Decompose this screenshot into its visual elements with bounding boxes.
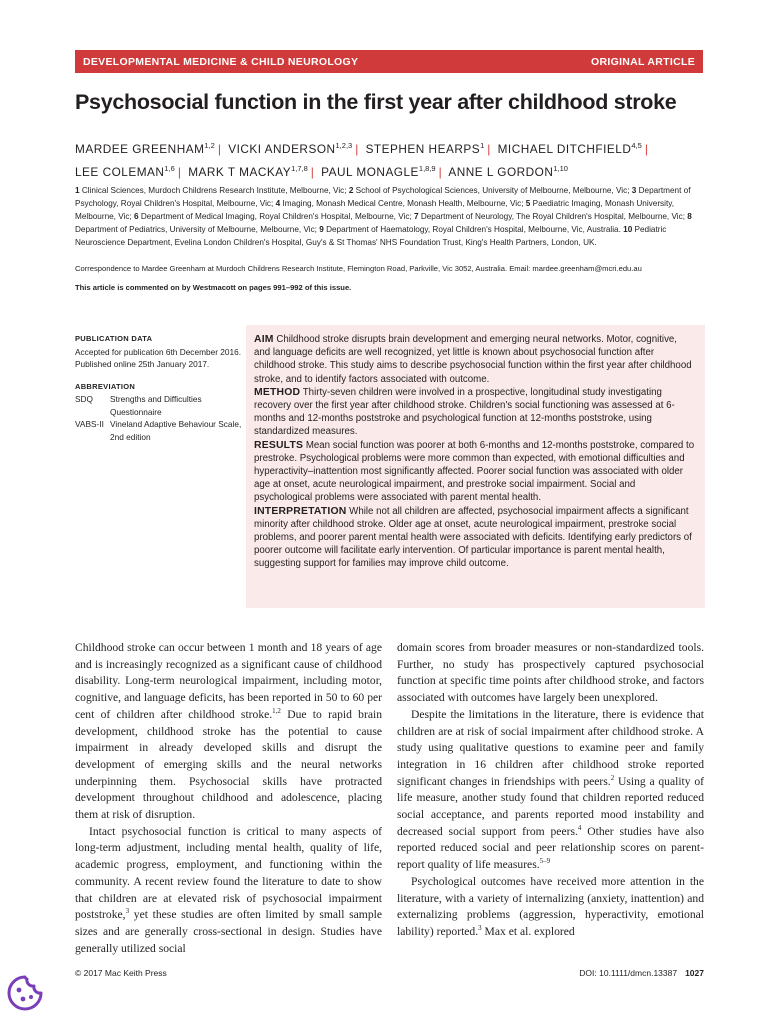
commentary-note: This article is commented on by Westmacott on pages 991–992 of this issue.	[75, 283, 352, 292]
author: LEE COLEMAN$^{1,6}$	[75, 163, 175, 179]
paragraph: Despite the limitations in the literature, there is evidence that children are at risk of social impairment after childhood stroke. A study using qualitative questions to examine peer and family integration in 16 children after childhood stroke reported significant changes in friendships with peers.$^2$ Using a quality of life measure, another study found that children reported reduced social acceptance, and parents reported mood instability and decreased social support from peers.$^4$ Other studies have also reported reduced social and peer relationship scores on parent-report quality of life measures.$^{5-9}$	[397, 707, 704, 872]
published-date: Published online 25th January 2017.	[75, 359, 210, 369]
abbreviation-row: VABS-II Vineland Adaptive Behaviour Scale, 2nd edition	[75, 419, 242, 442]
paragraph: Childhood stroke can occur between 1 month and 18 years of age and is increasingly recognized as a significant cause of childhood disability. Long-term neurological impairment, including motor, cognitive, and language deficits, has been reported in 50 to 60 per cent of children after childhood stroke.$^{1,2}$ Due to rapid brain development, childhood stroke has the potential to cause impairment in already developed skills and disrupt the development of emerging skills and the neural networks underpinning them. Psychosocial skills have protracted development throughout childhood and adolescence, placing them at risk of disruption.	[75, 641, 382, 822]
correspondence: Correspondence to Mardee Greenham at Murdoch Childrens Research Institute, Flemington Road, Parkville, Vic 3052, Australia. Email: mardee.greenham@mcri.edu.au	[75, 264, 642, 273]
method-text: Thirty-seven children were involved in a prospective, longitudinal study investigating recovery over the first year after childhood stroke. Children's social functioning was assessed at 6-months and 12-months poststroke and psychological function at 12-months poststroke, using standardized measures.	[254, 386, 675, 438]
accepted-date: Accepted for publication 6th December 2016.	[75, 346, 242, 357]
affiliations: 1 Clinical Sciences, Murdoch Childrens Research Institute, Melbourne, Vic; 2 School of Psychological Sciences, University of Melbourne, Melbourne, Vic; 3 Department of Psychology, Royal Children's Hospital, Melbourne, Vic; 4 Imaging, Monash Medical Centre, Monash Health, Melbourne, Vic; 5 Paediatric Imaging, Monash University, Melbourne, Vic; 6 Department of Medical Imaging, Royal Children's Hospital, Melbourne, Vic; 7 Department of Neurology, The Royal Children's Hospital, Melbourne, Vic; 8 Department of Pediatrics, University of Melbourne, Melbourne, Vic; 9 Department of Haematology, Royal Children's Hospital, Melbourne, Vic, Australia. 10 Pediatric Neuroscience Department, Evelina London Children's Hospital, Guy's & St Thomas' NHS Foundation Trust, King's Health Partners, London, UK.	[75, 186, 692, 247]
author: MARDEE GREENHAM$^{1,2}$	[75, 141, 215, 156]
journal-name: DEVELOPMENTAL MEDICINE & CHILD NEUROLOGY	[83, 55, 359, 68]
author-list: MARDEE GREENHAM$^{1,2}$ | VICKI ANDERSON$^{1,2,3}$ | STEPHEN HEARPS$^1$ | MICHAEL DITCHFIELD$^{4,5}$ | LEE COLEMAN$^{1,6}$ | MARK T MACKAY$^{1,7,8}$ | PAUL MONAGLE$^{1,8,9}$ | ANNE L GORDON$^{1,10}$	[75, 141, 649, 179]
aim-label: AIM	[254, 334, 274, 345]
interpretation-text: While not all children are affected, psychosocial impairment affects a significant minority after childhood stroke. Older age at onset, acute neurological impairment, prestroke social problems, and poorer parent mental health were associated with deficits. Identifying early predictors of poorer outcome will facilitate early intervention. Of particular importance is parent mental health, suggesting support for families may improve child outcome.	[254, 505, 692, 570]
author: ANNE L GORDON$^{1,10}$	[448, 163, 568, 179]
author: PAUL MONAGLE$^{1,8,9}$	[321, 163, 436, 179]
paragraph: Psychological outcomes have received more attention in the literature, with a variety of internalizing (anxiety, inattention) and externalizing problems (aggression, hyperactivity, emotional lability) reported.$^3$ Max et al. explored	[397, 874, 704, 938]
abstract-box	[246, 325, 705, 608]
cookie-icon[interactable]	[0, 968, 50, 1018]
doi: DOI: 10.1111/dmcn.13387	[579, 968, 678, 978]
article-title: Psychosocial function in the first year after childhood stroke	[75, 90, 677, 114]
publication-heading: PUBLICATION DATA	[75, 334, 153, 343]
journal-banner	[75, 50, 703, 73]
author: MICHAEL DITCHFIELD$^{4,5}$	[497, 141, 642, 156]
author: MARK T MACKAY$^{1,7,8}$	[188, 163, 308, 179]
author: VICKI ANDERSON$^{1,2,3}$	[228, 141, 353, 156]
results-text: Mean social function was poorer at both 6-months and 12-months poststroke, compared to prestroke. Psychological problems were more common than expected, with emotional difficulties and hyperactivity–inattention most significantly affected. Poorer social function was associated with older age at onset, acute neurological impairment, and prestroke social impairment. Social and psychological problems were associated with parent mental health.	[254, 439, 695, 504]
page-number: 1027	[685, 968, 704, 978]
interpretation-label: INTERPRETATION	[254, 505, 347, 517]
results-label: RESULTS	[254, 439, 304, 451]
abbreviation-heading: ABBREVIATION	[75, 381, 136, 391]
article-type: ORIGINAL ARTICLE	[591, 55, 695, 68]
body-column-right	[397, 640, 704, 941]
paragraph: Intact psychosocial function is critical to many aspects of long-term adjustment, including mental health, quality of life, academic progress, employment, and functioning within the community. A recent review found the literature to date to show that children are at elevated risk of psychosocial impairment poststroke,$^3$ yet these studies are often limited by small sample sizes and are generally cross-sectional in design. Studies have generally utilized social	[75, 824, 382, 955]
paragraph: domain scores from broader measures or non-standardized tools. Further, no study has prospectively captured psychosocial function at specific time points after childhood stroke, and factors associated with outcomes have largely been unexplored.	[397, 641, 704, 705]
body-column-left	[75, 640, 382, 957]
abbreviation-row: SDQ Strengths and Difficulties Questionnaire	[75, 394, 202, 417]
footer-doi	[579, 968, 704, 978]
copyright: © 2017 Mac Keith Press	[75, 968, 167, 978]
publication-data	[75, 333, 243, 468]
method-label: METHOD	[254, 386, 301, 398]
aim-text: Childhood stroke disrupts brain development and emerging neural networks. Motor, cognitive, and language deficits are well recognized, yet little is known about psychosocial function after childhood stroke. This study aims to describe psychosocial function within the first year after childhood stroke, and to identify factors associated with outcome.	[254, 334, 692, 385]
author: STEPHEN HEARPS$^1$	[365, 141, 485, 156]
